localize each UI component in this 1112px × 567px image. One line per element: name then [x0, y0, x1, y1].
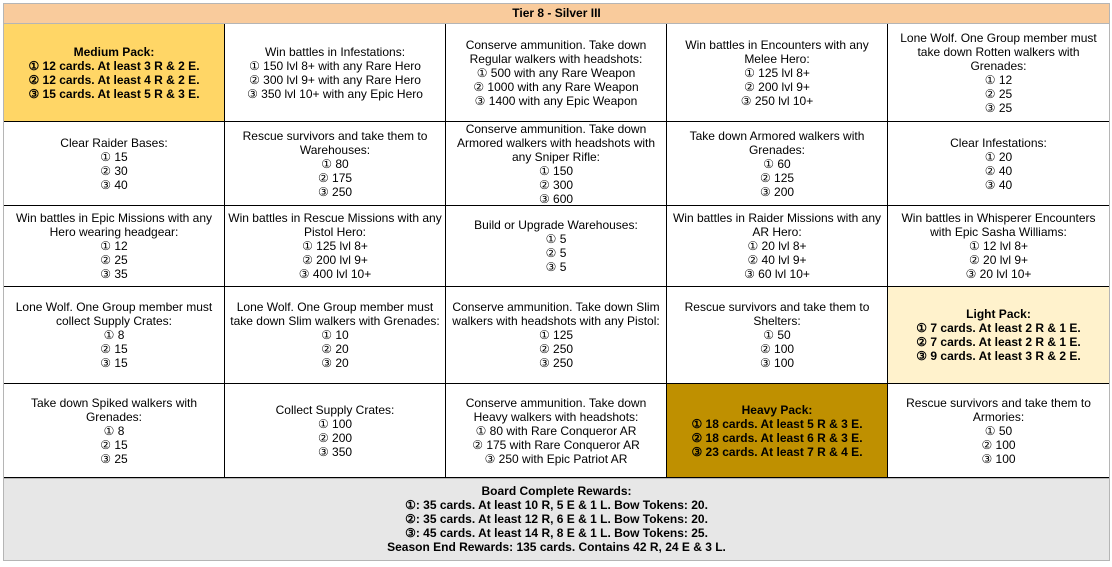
pack-reward-2: ② 18 cards. At least 6 R & 3 E. [691, 430, 863, 445]
reward-line-2: ②: 35 cards. At least 12 R, 6 E & 1 L. Bow Tokens: 20. [405, 512, 708, 526]
tier-goal-1: ① 15 [100, 149, 128, 164]
tier-goal-3: ③ 20 [321, 356, 349, 370]
challenge-title: Clear Raider Bases: [60, 135, 168, 150]
challenge-title: Clear Infestations: [950, 135, 1047, 150]
tier-goal-2: ② 40 [984, 163, 1013, 178]
tier-goal-1: ① 5 [545, 232, 567, 246]
pack-reward-3: ③ 23 cards. At least 7 R & 4 E. [691, 444, 863, 459]
tier-goal-3: ③ 250 [317, 184, 353, 199]
light-pack-cell [888, 287, 1109, 384]
challenge-grid [4, 24, 1109, 478]
challenge-cell [667, 122, 888, 206]
tier-goal-1: ① 50 [763, 328, 791, 342]
challenge-cell [4, 206, 225, 287]
tier-goal-1: ① 12 lvl 8+ [968, 239, 1029, 253]
challenge-cell [667, 24, 888, 122]
tier-goal-2: ② 250 [538, 342, 574, 356]
tier-goal-1: ① 50 [984, 423, 1013, 438]
tier-goal-2: ② 30 [100, 163, 128, 178]
challenge-title: Win battles in Encounters with any Melee Hero: [685, 37, 869, 66]
tier-goal-3: ③ 400 lvl 10+ [298, 267, 372, 281]
tier-goal-3: ③ 250 with Epic Patriot AR [484, 451, 628, 466]
challenge-cell [4, 287, 225, 384]
challenge-title: Rescue survivors and take them to Armories: [906, 395, 1091, 424]
challenge-title: Collect Supply Crates: [275, 402, 395, 417]
tier-board [3, 3, 1110, 561]
challenge-cell [225, 122, 446, 206]
challenge-title: Rescue survivors and take them to Warehouses: [242, 128, 428, 157]
tier-goal-2: ② 200 lvl 9+ [302, 253, 368, 267]
tier-goal-1: ① 125 lvl 8+ [744, 65, 810, 80]
tier-goal-3: ③ 100 [759, 356, 795, 370]
reward-line-3: ③: 45 cards. At least 14 R, 8 E & 1 L. Bow Tokens: 25. [405, 526, 708, 540]
tier-goal-2: ② 25 [100, 253, 128, 267]
challenge-title: Rescue survivors and take them to Shelters: [684, 300, 870, 328]
tier-goal-3: ③ 35 [100, 267, 128, 281]
tier-goal-1: ① 80 with Rare Conqueror AR [475, 423, 637, 438]
tier-goal-2: ② 25 [984, 86, 1013, 101]
tier-goal-3: ③ 20 lvl 10+ [965, 267, 1032, 281]
tier-goal-1: ① 125 lvl 8+ [302, 239, 368, 253]
board-complete-rewards [4, 478, 1109, 560]
tier-goal-1: ① 12 [100, 239, 128, 253]
tier-goal-1: ① 8 [103, 328, 125, 342]
pack-reward-2: ② 7 cards. At least 2 R & 1 E. [916, 335, 1081, 349]
tier-goal-1: ① 10 [321, 328, 349, 342]
tier-goal-2: ② 100 [981, 437, 1016, 452]
tier-goal-2: ② 175 [317, 170, 353, 185]
tier-goal-1: ① 12 [984, 72, 1013, 87]
tier-goal-2: ② 175 with Rare Conqueror AR [472, 437, 640, 452]
tier-goal-2: ② 200 [317, 430, 353, 445]
tier-goal-3: ③ 40 [984, 177, 1013, 192]
tier-goal-3: ③ 250 [538, 356, 574, 370]
tier-goal-3: ③ 600 [538, 191, 574, 206]
tier-goal-2: ② 1000 with any Rare Weapon [473, 79, 639, 94]
challenge-title: Win battles in Infestations: [264, 44, 406, 59]
challenge-title: Lone Wolf. One Group member must collect Supply Crates: [15, 300, 213, 328]
challenge-title: Take down Armored walkers with Grenades: [689, 128, 865, 157]
challenge-cell [4, 384, 225, 478]
challenge-cell [446, 287, 667, 384]
tier-goal-1: ① 100 [317, 416, 353, 431]
challenge-cell [888, 384, 1109, 478]
pack-title: Light Pack: [966, 307, 1031, 321]
tier-goal-3: ③ 100 [981, 451, 1016, 466]
pack-title: Heavy Pack: [741, 402, 813, 417]
tier-goal-2: ② 200 lvl 9+ [744, 79, 810, 94]
tier-goal-1: ① 20 [984, 149, 1013, 164]
challenge-title: Build or Upgrade Warehouses: [474, 218, 638, 232]
challenge-cell [4, 122, 225, 206]
pack-reward-2: ② 12 cards. At least 4 R & 2 E. [28, 72, 200, 87]
tier-goal-3: ③ 250 lvl 10+ [740, 93, 814, 108]
tier-goal-2: ② 300 [538, 177, 574, 192]
tier-goal-3: ③ 200 [759, 184, 795, 199]
challenge-cell [888, 206, 1109, 287]
tier-goal-1: ① 8 [103, 423, 125, 438]
pack-reward-1: ① 7 cards. At least 2 R & 1 E. [916, 321, 1081, 335]
challenge-cell [446, 206, 667, 287]
challenge-title: Conserve ammunition. Take down Heavy walkers with headshots: [465, 395, 647, 424]
tier-goal-1: ① 20 lvl 8+ [747, 239, 807, 253]
tier-goal-3: ③ 1400 with any Epic Weapon [474, 93, 638, 108]
tier-goal-1: ① 150 [538, 163, 574, 178]
tier-goal-1: ① 125 [538, 328, 574, 342]
board-title: Tier 8 - Silver III [4, 4, 1109, 24]
tier-goal-2: ② 20 lvl 9+ [968, 253, 1029, 267]
tier-goal-3: ③ 40 [100, 177, 128, 192]
medium-pack-cell [4, 24, 225, 122]
rewards-title: Board Complete Rewards: [481, 484, 632, 498]
pack-reward-1: ① 12 cards. At least 3 R & 2 E. [28, 58, 200, 73]
challenge-title: Win battles in Rescue Missions with any Pistol Hero: [228, 211, 442, 239]
pack-reward-1: ① 18 cards. At least 5 R & 3 E. [691, 416, 863, 431]
tier-goal-2: ② 40 lvl 9+ [747, 253, 807, 267]
challenge-cell [667, 206, 888, 287]
challenge-title: Lone Wolf. One Group member must take down Rotten walkers with Grenades: [900, 30, 1097, 73]
tier-goal-3: ③ 350 lvl 10+ with any Epic Hero [247, 86, 423, 101]
tier-goal-2: ② 20 [321, 342, 349, 356]
tier-goal-1: ① 150 lvl 8+ with any Rare Hero [249, 58, 421, 73]
challenge-cell [667, 287, 888, 384]
challenge-cell [446, 24, 667, 122]
challenge-cell [225, 206, 446, 287]
tier-goal-3: ③ 15 [100, 356, 128, 370]
challenge-cell [446, 384, 667, 478]
challenge-cell [225, 384, 446, 478]
challenge-title: Take down Spiked walkers with Grenades: [30, 395, 198, 424]
reward-line-1: ①: 35 cards. At least 10 R, 5 E & 1 L. Bow Tokens: 20. [405, 498, 708, 512]
pack-reward-3: ③ 9 cards. At least 3 R & 2 E. [916, 349, 1081, 363]
tier-goal-2: ② 15 [100, 342, 128, 356]
tier-goal-1: ① 80 [321, 156, 349, 171]
challenge-cell [446, 122, 667, 206]
tier-goal-2: ② 5 [545, 246, 567, 260]
tier-goal-3: ③ 25 [984, 100, 1013, 115]
tier-goal-3: ③ 60 lvl 10+ [744, 267, 810, 281]
tier-goal-3: ③ 5 [545, 260, 567, 274]
challenge-cell [888, 122, 1109, 206]
tier-goal-1: ① 60 [763, 156, 791, 171]
challenge-title: Conserve ammunition. Take down Armored walkers with headshots with any Sniper Rifle: [456, 122, 656, 164]
challenge-title: Win battles in Whisperer Encounters with Epic Sasha Williams: [901, 211, 1096, 239]
tier-goal-2: ② 125 [759, 170, 795, 185]
tier-goal-1: ① 500 with any Rare Weapon [476, 65, 636, 80]
challenge-cell [225, 287, 446, 384]
tier-goal-2: ② 100 [759, 342, 795, 356]
tier-goal-2: ② 15 [100, 437, 128, 452]
pack-reward-3: ③ 15 cards. At least 5 R & 3 E. [28, 86, 200, 101]
pack-title: Medium Pack: [73, 44, 155, 59]
tier-goal-3: ③ 25 [100, 451, 128, 466]
challenge-title: Conserve ammunition. Take down Slim walkers with headshots with any Pistol: [452, 300, 660, 328]
challenge-cell [225, 24, 446, 122]
challenge-cell [888, 24, 1109, 122]
challenge-title: Lone Wolf. One Group member must take down Slim walkers with Grenades: [230, 300, 440, 328]
tier-goal-3: ③ 350 [317, 444, 353, 459]
challenge-title: Win battles in Epic Missions with any Hero wearing headgear: [15, 211, 213, 239]
season-end-rewards: Season End Rewards: 135 cards. Contains 42 R, 24 E & 3 L. [387, 540, 726, 554]
tier-goal-2: ② 300 lvl 9+ with any Rare Hero [249, 72, 421, 87]
challenge-title: Conserve ammunition. Take down Regular walkers with headshots: [465, 37, 647, 66]
heavy-pack-cell [667, 384, 888, 478]
challenge-title: Win battles in Raider Missions with any AR Hero: [672, 211, 882, 239]
